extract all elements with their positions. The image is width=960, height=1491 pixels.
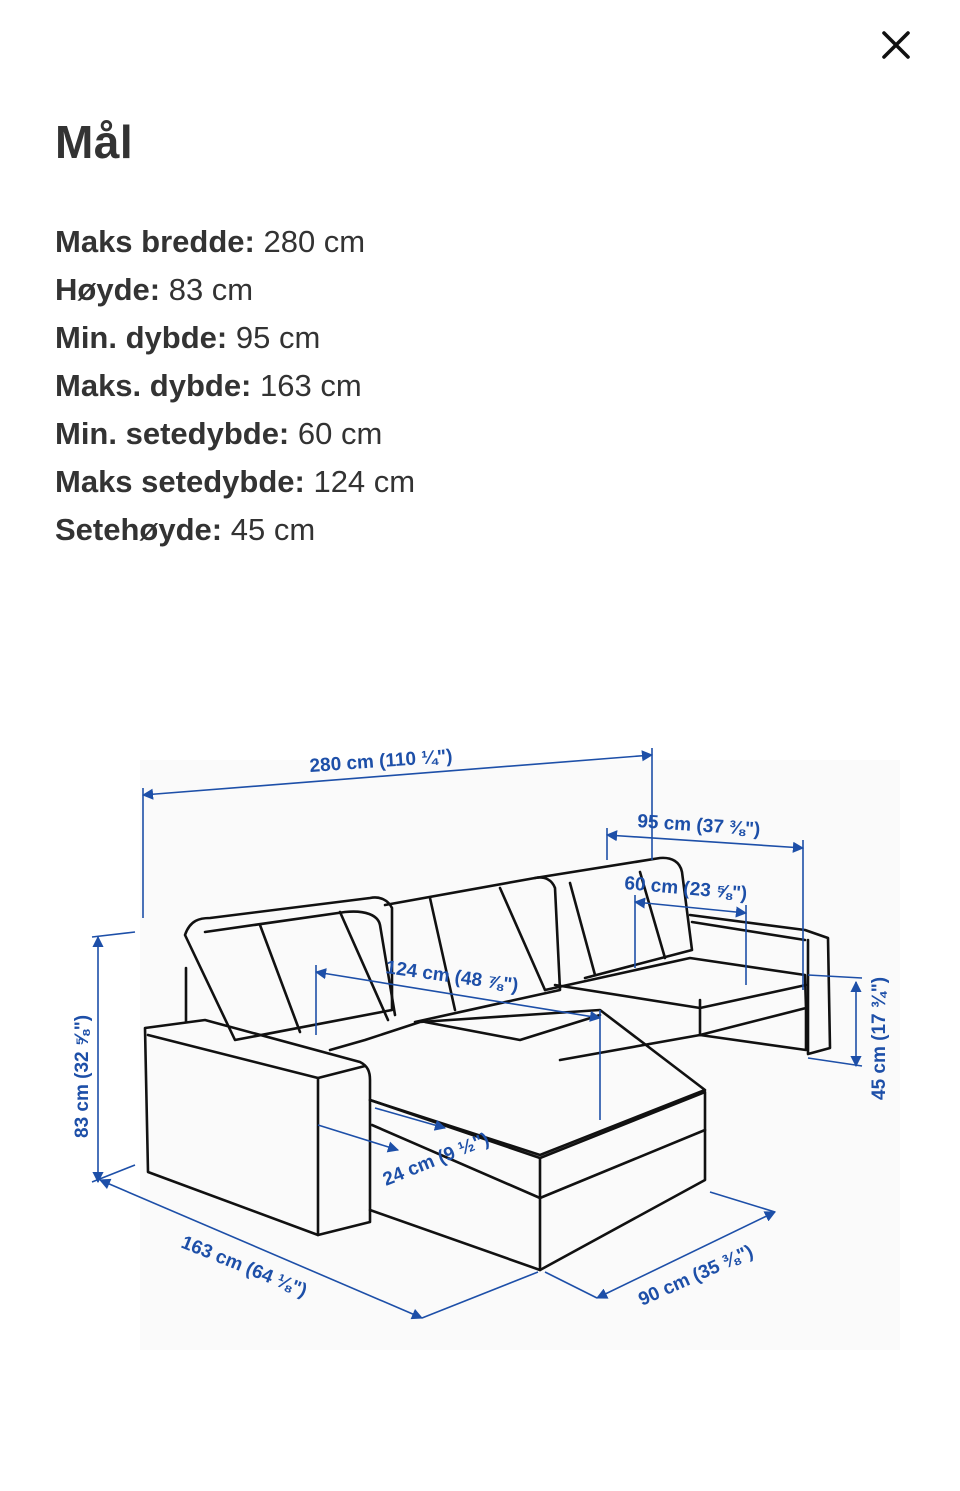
spec-min-depth [55,314,415,362]
dimension-list [55,218,415,554]
spec-seat-height [55,506,415,554]
close-icon [880,29,912,61]
height-extension-top [92,932,135,937]
label-depth-max: 163 cm (64 ⅛") [178,1232,310,1302]
label-chaise-width: 90 cm (35 ⅜") [635,1241,757,1311]
spec-label: Maks. dybde: [55,368,252,403]
spec-value: 60 cm [297,416,383,451]
sofa-dimension-diagram [0,700,960,1400]
spec-max-depth [55,362,415,410]
spec-value: 83 cm [168,272,254,307]
label-chaise-lower: 24 cm (9 ½") [380,1129,493,1191]
spec-label: Høyde: [55,272,161,307]
spec-value: 280 cm [263,224,366,259]
spec-label: Maks bredde: [55,224,255,259]
spec-value: 124 cm [313,464,416,499]
spec-value: 45 cm [230,512,316,547]
label-height: 83 cm (32 ⅝") [72,1014,93,1138]
label-seat-depth-max: 124 cm (48 ⅞") [384,957,520,997]
spec-value: 163 cm [260,368,362,403]
spec-label: Min. dybde: [55,320,228,355]
spec-label: Min. setedybde: [55,416,290,451]
spec-height [55,266,415,314]
page-title: Mål [55,116,134,168]
label-depth-min: 95 cm (37 ⅜") [636,811,761,841]
label-seat-depth-min: 60 cm (23 ⅝") [623,873,749,905]
spec-max-width [55,218,415,266]
label-seat-height: 45 cm (17 ¾") [869,976,890,1100]
spec-min-seat-depth [55,410,415,458]
spec-label: Setehøyde: [55,512,223,547]
spec-label: Maks setedybde: [55,464,305,499]
close-button[interactable] [868,20,924,70]
spec-value: 95 cm [235,320,321,355]
spec-max-seat-depth [55,458,415,506]
label-width: 280 cm (110 ¼") [308,746,454,777]
